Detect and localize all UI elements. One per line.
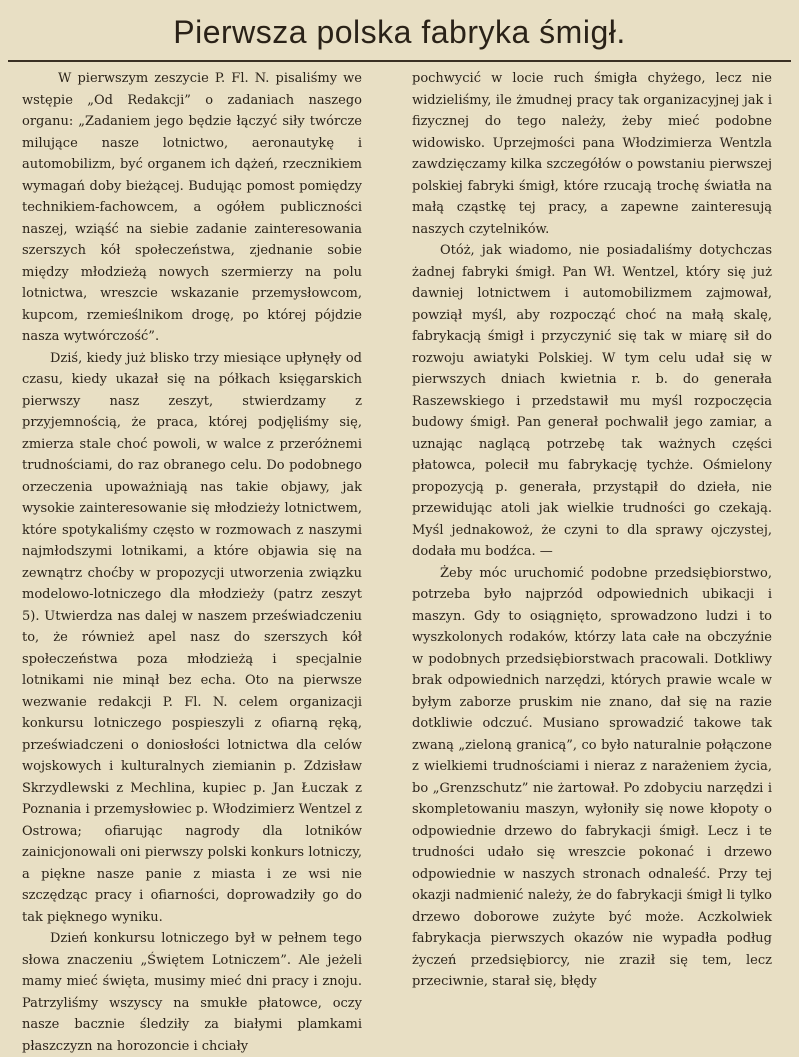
right-column bbox=[412, 68, 772, 993]
paragraph: Otóż, jak wiadomo, nie posiadaliśmy dotychczas żadnej fabryki śmigł. Pan Wł. Wentzel, który się już dawniej lotnictwem i automobilizmem zajmował, powziął myśl, aby rozpocząć choć na małą skalę, fabrykacją śmigł i przyczynić się tak w miarę sił do rozwoju awiatyki Polskiej. W tym celu udał się w pierwszych dniach kwietnia r. b. do generała Raszewskiego i przedstawił mu myśl rozpoczęcia budowy śmigł. Pan generał pochwalił jego zamiar, a uznając naglącą potrzebę tak ważnych części płatowca, polecił mu fabrykację tychże. Ośmielony propozycją p. generała, przystąpił do dzieła, nie przewidując atoli jak wielkie trudności go czekają. Myśl jednakowoż, że czyni to dla sprawy ojczystej, dodała mu bodźca. — bbox=[412, 243, 772, 559]
paragraph: Żeby móc uruchomić podobne przedsiębiorstwo, potrzeba było najprzód odpowiednich ubikacji i maszyn. Gdy to osiągnięto, sprowadzono ludzi i to wyszkolonych rodaków, którzy lata całe na obczyźnie w podobnych przedsiębiorstwach pracowali. Dotkliwy brak odpowiednich narzędzi, których prawie wcale w byłym zaborze pruskim nie znano, dał się na razie dotkliwie odczuć. Musiano sprowadzić takowe tak zwaną „zieloną granicą”, co było naturalnie połączone z wielkiemi trudnościami i nieraz z narażeniem życia, bo „Grenzschutz” nie żartował. Po zdobyciu narzędzi i skompletowaniu maszyn, wyłoniły się nowe kłopoty o odpowiednie drzewo do fabrykacji śmigł. Lecz i te trudności udało się wreszcie pokonać i drzewo odpowiednie w naszych stronach odnaleść. Przy tej okazji nadmienić należy, że do fabrykacji śmigł li tylko drzewo doborowe zużyte być może. Aczkolwiek fabrykacja pierwszych okazów nie wypadła podług życzeń przedsiębiorcy, nie zraził się tem, lecz przeciwnie, starał się, błędy bbox=[412, 565, 772, 989]
article-title: Pierwsza polska fabryka śmigł. bbox=[173, 14, 626, 50]
title-divider bbox=[8, 60, 791, 62]
left-column bbox=[22, 68, 362, 1057]
paragraph: Dziś, kiedy już blisko trzy miesiące upłynęły od czasu, kiedy ukazał się na półkach księgarskich pierwszy nasz zeszyt, stwierdzamy z przyjemnością, że praca, której podjęliśmy się, zmierza stale choć powoli, w walce z przeróżnemi trudnościami, do raz obranego celu. Do podobnego orzeczenia upoważniają nas takie objawy, jak wysokie zainteresowanie się młodzieży lotnictwem, które spotykaliśmy często w rozmowach z naszymi najmłodszymi lotnikami, a które objawia się na zewnątrz choćby w propozycji utworzenia związku modelowo-lotniczego dla młodzieży (patrz zeszyt 5). Utwierdza nas dalej w naszem przeświadczeniu to, że również apel nasz do szerszych kół społeczeństwa poza młodzieżą i specjalnie lotnikami nie minął bez echa. Oto na pierwsze wezwanie redakcji P. Fl. N. celem organizacji konkursu lotniczego pospieszyli z ofiarną ręką, przeświadczeni o doniosłości lotnictwa dla celów wojskowych i kulturalnych ziemianin p. Zdzisław Skrzydlewski z Mechlina, kupiec p. Jan Łuczak z Poznania i przemysłowiec p. Włodzimierz Wentzel z Ostrowa; ofiarując nagrody dla lotników zainicjonowali oni pierwszy polski konkurs lotniczy, a piękne nasze panie z miasta i ze wsi nie szczędząc pracy i ofiarności, doprowadziły go do tak pięknego wyniku. bbox=[22, 350, 362, 925]
paragraph: pochwycić w locie ruch śmigła chyżego, lecz nie widzieliśmy, ile żmudnej pracy tak organizacyjnej jak i fizycznej do tego należy, żeby mieć podobne widowisko. Uprzejmości pana Włodzimierza Wentzla zawdzięczamy kilka szczegółów o powstaniu pierwszej polskiej fabryki śmigł, które rzucają trochę światła na małą cząstkę tej pracy, a zapewne zainteresują naszych czytelników. bbox=[412, 71, 772, 237]
paragraph: Dzień konkursu lotniczego był w pełnem tego słowa znaczeniu „Świętem Lotniczem”. Ale jeżeli mamy mieć święta, musimy mieć dni pracy i znoju. Patrzyliśmy wszyscy na smukłe płatowce, oczy nasze bacznie śledziły za białymi plamkami płaszczyzn na horozoncie i chciały bbox=[22, 931, 362, 1054]
paragraph: W pierwszym zeszycie P. Fl. N. pisaliśmy we wstępie „Od Redakcji” o zadaniach naszego organu: „Zadaniem jego będzie łączyć siły twórcze milujące nasze lotnictwo, aeronautykę i automobilizm, być organem ich dążeń, rzecznikiem wymagań doby bieżącej. Budując pomost pomiędzy technikiem-fachowcem, a ogółem publiczności naszej, wziąść na siebie zadanie zainteresowania szerszych kół społeczeństwa, zjednanie sobie między młodzieżą nowych szermierzy na polu lotnictwa, wreszcie wskazanie przemysłowcom, kupcom, rzemieślnikom drogę, po której pójdzie nasza wytwórczość”. bbox=[22, 71, 362, 344]
